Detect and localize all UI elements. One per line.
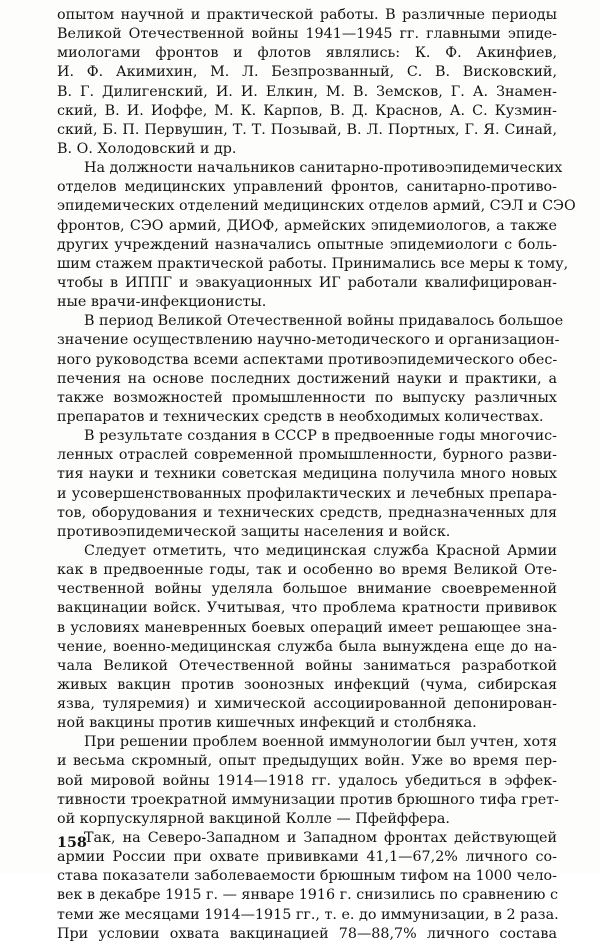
text-line: чтобы в ИППГ и эвакуационных ИГ работали квалифицирован- [57,274,557,291]
text-line: язва, туляремия) и химической ассоциированной депонирован- [57,696,557,713]
text-line: В результате создания в СССР в предвоенные годы многочис- [84,428,557,445]
paragraph [57,542,557,733]
text-line: шим стажем практической работы. Принимались все меры к тому, [57,255,569,272]
text-line: эпидемических отделений медицинских отделов армий, СЭЛ и СЭО [57,198,576,215]
text-line: препаратов и технических средств в необходимых количествах. [57,408,544,425]
text-line: живых вакцин против зоонозных инфекций (чума, сибирская [57,676,557,693]
paragraph [57,829,557,944]
text-line: става показатели заболеваемости брюшным тифом на 1000 чело- [57,868,557,885]
text-line: вой мировой войны 1914—1918 гг. удалось убедиться в эффек- [57,772,557,789]
text-line: также возможностей промышленности по выпуску различных [57,389,557,406]
text-line: При условии охвата вакцинацией 78—88,7% личного состава [57,925,557,942]
text-line: других учреждений назначались опытные эпидемиологи с боль- [57,236,557,253]
page-number: 158 [57,835,87,851]
text-line: вакцинации войск. Учитывая, что проблема кратности прививок [57,600,557,617]
text-line: опытом научной и практической работы. В различные периоды [57,7,557,23]
text-line: отделов медицинских управлений фронтов, санитарно-противо- [57,179,557,196]
text-line: и весьма скромный, опыт предыдущих войн. Уже во время пер- [57,753,557,770]
text-line: ленных отраслей современной промышленности, бурного разви- [57,447,557,464]
text-line: Великой Отечественной войны 1941—1945 гг. главными эпиде- [57,26,557,43]
paragraph [57,427,557,542]
text-line: противоэпидемической защиты населения и войск. [57,523,451,540]
text-line: миологами фронтов и флотов являлись: К. Ф. Акинфиев, [57,45,557,62]
text-line: В период Великой Отечественной войны придавалось большое [84,313,564,330]
text-line: и усовершенствованных профилактических и лечебных препара- [57,485,557,502]
text-line: армии России при охвате прививками 41,1—67,2% личного со- [57,849,557,866]
text-line: В. О. Холодовский и др. [57,140,237,157]
text-line: фронтов, СЭО армий, ДИОФ, армейских эпидемиологов, а также [57,217,557,234]
text-line: тия науки и техники советская медицина получила много новых [57,466,557,483]
paragraph [57,6,557,159]
text-line: печения на основе последних достижений науки и практики, а [57,370,557,387]
text-line: ные врачи-инфекционисты. [57,294,267,311]
text-line: чественной войны уделяла большое внимание своевременной [57,581,557,598]
paragraph [57,312,564,427]
text-line: ский, Б. П. Первушин, Т. Т. Позывай, В. Л. Портных, Г. Я. Синай, [57,121,557,138]
text-line: значение осуществлению научно-методического и организацион- [57,332,560,349]
text-line: ного руководства всеми аспектами противоэпидемического обес- [57,351,558,368]
paragraph [57,159,576,312]
text-line: как в предвоенные годы, так и особенно во время Великой Оте- [57,562,557,579]
text-line: тивности троекратной иммунизации против брюшного тифа грет- [57,791,559,808]
text-line: В. Г. Дилигенский, И. И. Елкин, М. В. Земсков, Г. А. Знамен- [57,83,557,100]
text-line: Следует отметить, что медицинская служба Красной Армии [84,542,557,559]
text-line: чала Великой Отечественной войны заниматься разработкой [57,657,557,674]
text-line: век в декабре 1915 г. — январе 1916 г. снизились по сравнению с [57,887,559,904]
text-line: ский, В. И. Иоффе, М. К. Карпов, В. Д. Краснов, А. С. Кузмин- [57,102,557,119]
text-line: в условиях маневренных боевых операций имеет решающее зна- [57,619,557,636]
text-line: чение, военно-медицинская служба была вынуждена еще до на- [57,638,557,655]
text-line: ой корпускулярной вакциной Колле — Пфейффера. [57,810,450,827]
text-line: При решении проблем военной иммунологии был учтен, хотя [84,734,557,751]
text-line: Так, на Северо-Западном и Западном фронтах действующей [84,830,557,847]
body-text [57,6,576,944]
text-line: теми же месяцами 1914—1915 гг., т. е. до иммунизации, в 2 раза. [57,906,559,923]
text-line: На должности начальников санитарно-противоэпидемических [84,160,563,177]
paragraph [57,733,557,829]
text-line: И. Ф. Акимихин, М. Л. Безпрозванный, С. В. Висковский, [57,64,557,81]
text-line: тов, оборудования и технических средств, предназначенных для [57,504,557,521]
text-line: ной вакцины против кишечных инфекций и столбняка. [57,715,477,732]
